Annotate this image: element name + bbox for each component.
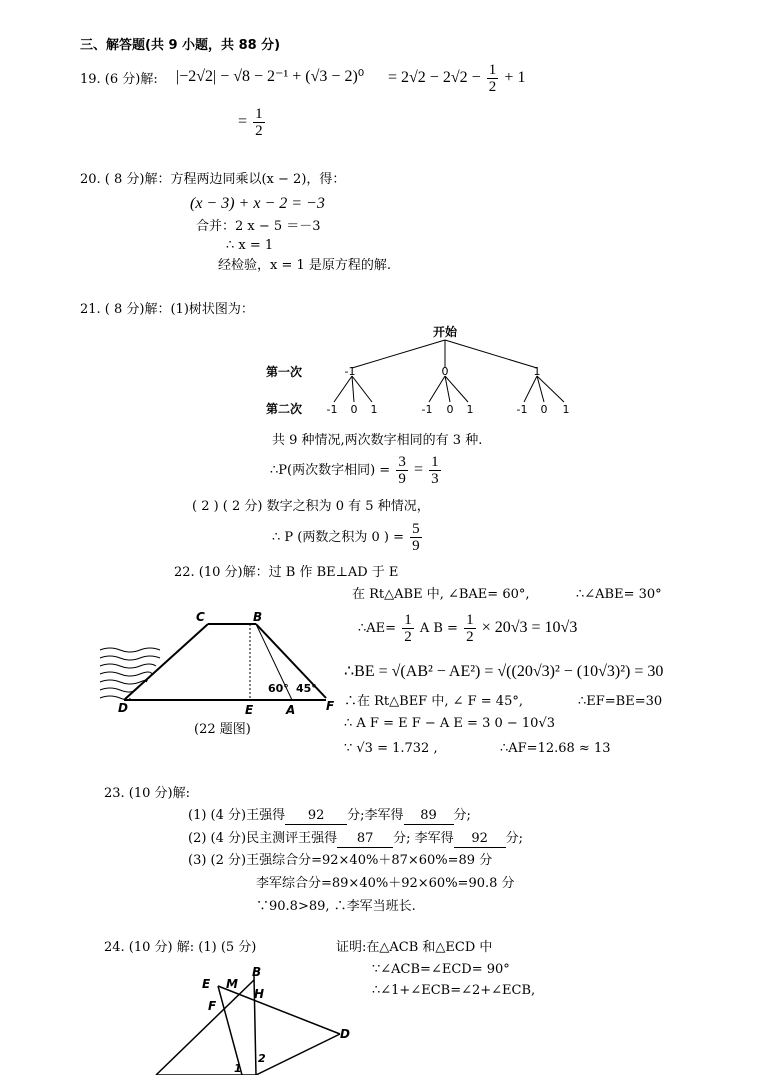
fig22-angle-60: 60°	[268, 682, 289, 695]
fig22-label-b: B	[253, 610, 263, 624]
q21-p1-fraction: $\frac{3}{9}$	[398, 454, 406, 487]
q19-eq1: = 2√2 − 2√2 −	[388, 69, 481, 86]
q22-l2c: × 20√3 = 10√3	[481, 619, 578, 636]
fig22-label-f: F	[326, 699, 335, 713]
tree-second-node: -1	[421, 403, 433, 416]
q23-line5: ∵90.8>89, ∴李军当班长.	[256, 899, 416, 914]
q22-l2b: A B =	[419, 621, 458, 636]
q22-line1b: ∴∠ABE= 30°	[576, 587, 662, 602]
q23-l1-pre: (1) (4 分)王强得	[188, 808, 286, 823]
q19-result-line	[388, 62, 525, 95]
q19-expression: |−2√2| − √8 − 2⁻¹ + (√3 − 2)⁰	[176, 68, 365, 85]
q21-probability-2	[272, 521, 424, 554]
q22-line6b: ∴AF=12.68 ≈ 13	[500, 741, 611, 756]
q21-p2-fraction: $\frac{5}{9}$	[412, 521, 420, 554]
tree-second-node: -1	[516, 403, 528, 416]
fig22-label-e: E	[245, 703, 254, 716]
tree-second-node: 1	[370, 403, 378, 416]
q21-probability-1	[270, 454, 443, 487]
q23-lijun-eval: 92	[454, 831, 506, 848]
q23-lijun-score: 89	[404, 808, 454, 825]
fig24-angle-2: 2	[258, 1052, 266, 1065]
q24-label: 24. (10 分) 解: (1) (5 分)	[104, 940, 257, 955]
fig24-label-m: M	[226, 977, 238, 991]
q20-line1: (x − 3) + x − 2 = −3	[190, 195, 325, 212]
fig24-label-e: E	[202, 977, 211, 991]
q21-part2: ( 2 ) ( 2 分) 数字之积为 0 有 5 种情况，	[192, 499, 430, 514]
fig24-label-f: F	[208, 999, 217, 1013]
q21-p1-text: ∴P(两次数字相同) =	[270, 463, 391, 478]
q22-line6a: ∵ √3 = 1.732 ,	[344, 741, 438, 756]
fig22-label-c: C	[196, 610, 205, 624]
q22-l2a: ∴AE=	[358, 621, 397, 636]
fig24-label-d: D	[340, 1027, 350, 1041]
tree-second-node: 0	[540, 403, 548, 416]
q22-line2	[358, 612, 577, 645]
dam-figure	[96, 606, 346, 716]
tree-second-node: 0	[350, 403, 358, 416]
q23-wangqiang-score: 92	[285, 808, 347, 825]
tree-second-node: 1	[466, 403, 474, 416]
q21-p1-fraction-2: $\frac{1}{3}$	[431, 454, 439, 487]
q24-proof-3: ∴∠1+∠ECB=∠2+∠ECB,	[372, 983, 536, 998]
q23-label: 23. (10 分)解:	[104, 786, 191, 801]
q22-line5: ∴ A F = E F − A E = 3 0 − 10√3	[344, 716, 555, 731]
tree-second-node: 0	[446, 403, 454, 416]
fig24-label-b: B	[252, 965, 262, 979]
q22-line4a: ∴在 Rt△BEF 中, ∠ F = 45°,	[344, 694, 523, 709]
q22-half-2: $\frac{1}{2}$	[466, 612, 474, 645]
q19-half-fraction: $\frac{1}{2}$	[488, 62, 497, 95]
q22-line1a: 在 Rt△ABE 中, ∠BAE= 60°,	[352, 587, 530, 602]
q24-proof-1: 证明:在△ACB 和△ECD 中	[336, 940, 493, 955]
q19-eq2: =	[238, 113, 248, 130]
q22-half-1: $\frac{1}{2}$	[404, 612, 412, 645]
q23-l1-mid: 分;李军得	[347, 808, 404, 823]
q23-line1	[188, 808, 471, 825]
q23-l2-mid: 分; 李军得	[393, 831, 454, 846]
q22-line3: ∴BE = √(AB² − AE²) = √((20√3)² − (10√3)²) = 30	[344, 663, 664, 680]
q21-p2-text: ∴ P (两数之积为 0 ) =	[272, 530, 404, 545]
q19-plus-one: + 1	[504, 69, 526, 86]
tree-first-node: 1	[533, 365, 541, 378]
q23-l2-pre: (2) (4 分)民主测评王强得	[188, 831, 338, 846]
tree-first-node: 0	[441, 365, 449, 378]
section-heading: 三、解答题(共 9 小题，共 88 分)	[80, 38, 281, 53]
q24-proof-2: ∵∠ACB=∠ECD= 90°	[372, 962, 510, 977]
q23-line4: 李军综合分=89×40%＋92×60%=90.8 分	[256, 876, 515, 891]
q19-final-line	[238, 106, 267, 139]
q20-line2: 合并：2 x − 5 ＝－3	[196, 219, 321, 234]
q23-l2-post: 分;	[505, 831, 524, 846]
q20-line4: 经检验，x = 1 是原方程的解.	[218, 258, 392, 273]
q23-l1-post: 分;	[453, 808, 471, 823]
tree-second-node: 1	[562, 403, 570, 416]
tree-row2-label: 第二次	[266, 402, 303, 416]
q20-line3: ∴ x = 1	[226, 238, 274, 253]
q21-label: 21. ( 8 分)解：(1)树状图为：	[80, 302, 254, 317]
q20-label: 20. ( 8 分)解：方程两边同乘以(x − 2)，得：	[80, 172, 346, 187]
tree-row1-label: 第一次	[266, 365, 303, 379]
q21-summary: 共 9 种情况,两次数字相同的有 3 种.	[272, 433, 483, 448]
q22-label: 22. (10 分)解：过 B 作 BE⊥AD 于 E	[174, 565, 399, 580]
q23-wangqiang-eval: 87	[337, 831, 393, 848]
tree-second-node: -1	[326, 403, 338, 416]
fig22-angle-45: 45°	[296, 682, 317, 695]
q23-line3: (3) (2 分)王强综合分=92×40%＋87×60%=89 分	[188, 853, 493, 868]
fig24-angle-1: 1	[234, 1062, 242, 1075]
fig24-label-h: H	[254, 987, 265, 1001]
q23-line2	[188, 831, 523, 848]
q19-label: 19. (6 分)解:	[80, 72, 158, 87]
q22-line4b: ∴EF=BE=30	[578, 694, 663, 709]
tree-root: 开始	[432, 325, 458, 339]
triangle-figure	[150, 962, 370, 1075]
q22-caption: (22 题图)	[194, 722, 251, 737]
tree-first-node: -1	[344, 365, 356, 378]
q19-result-fraction: $\frac{1}{2}$	[255, 106, 263, 139]
q21-p1-eq: =	[413, 461, 423, 478]
fig22-label-d: D	[118, 701, 128, 715]
tree-diagram	[262, 322, 582, 422]
fig22-label-a: A	[286, 703, 296, 716]
